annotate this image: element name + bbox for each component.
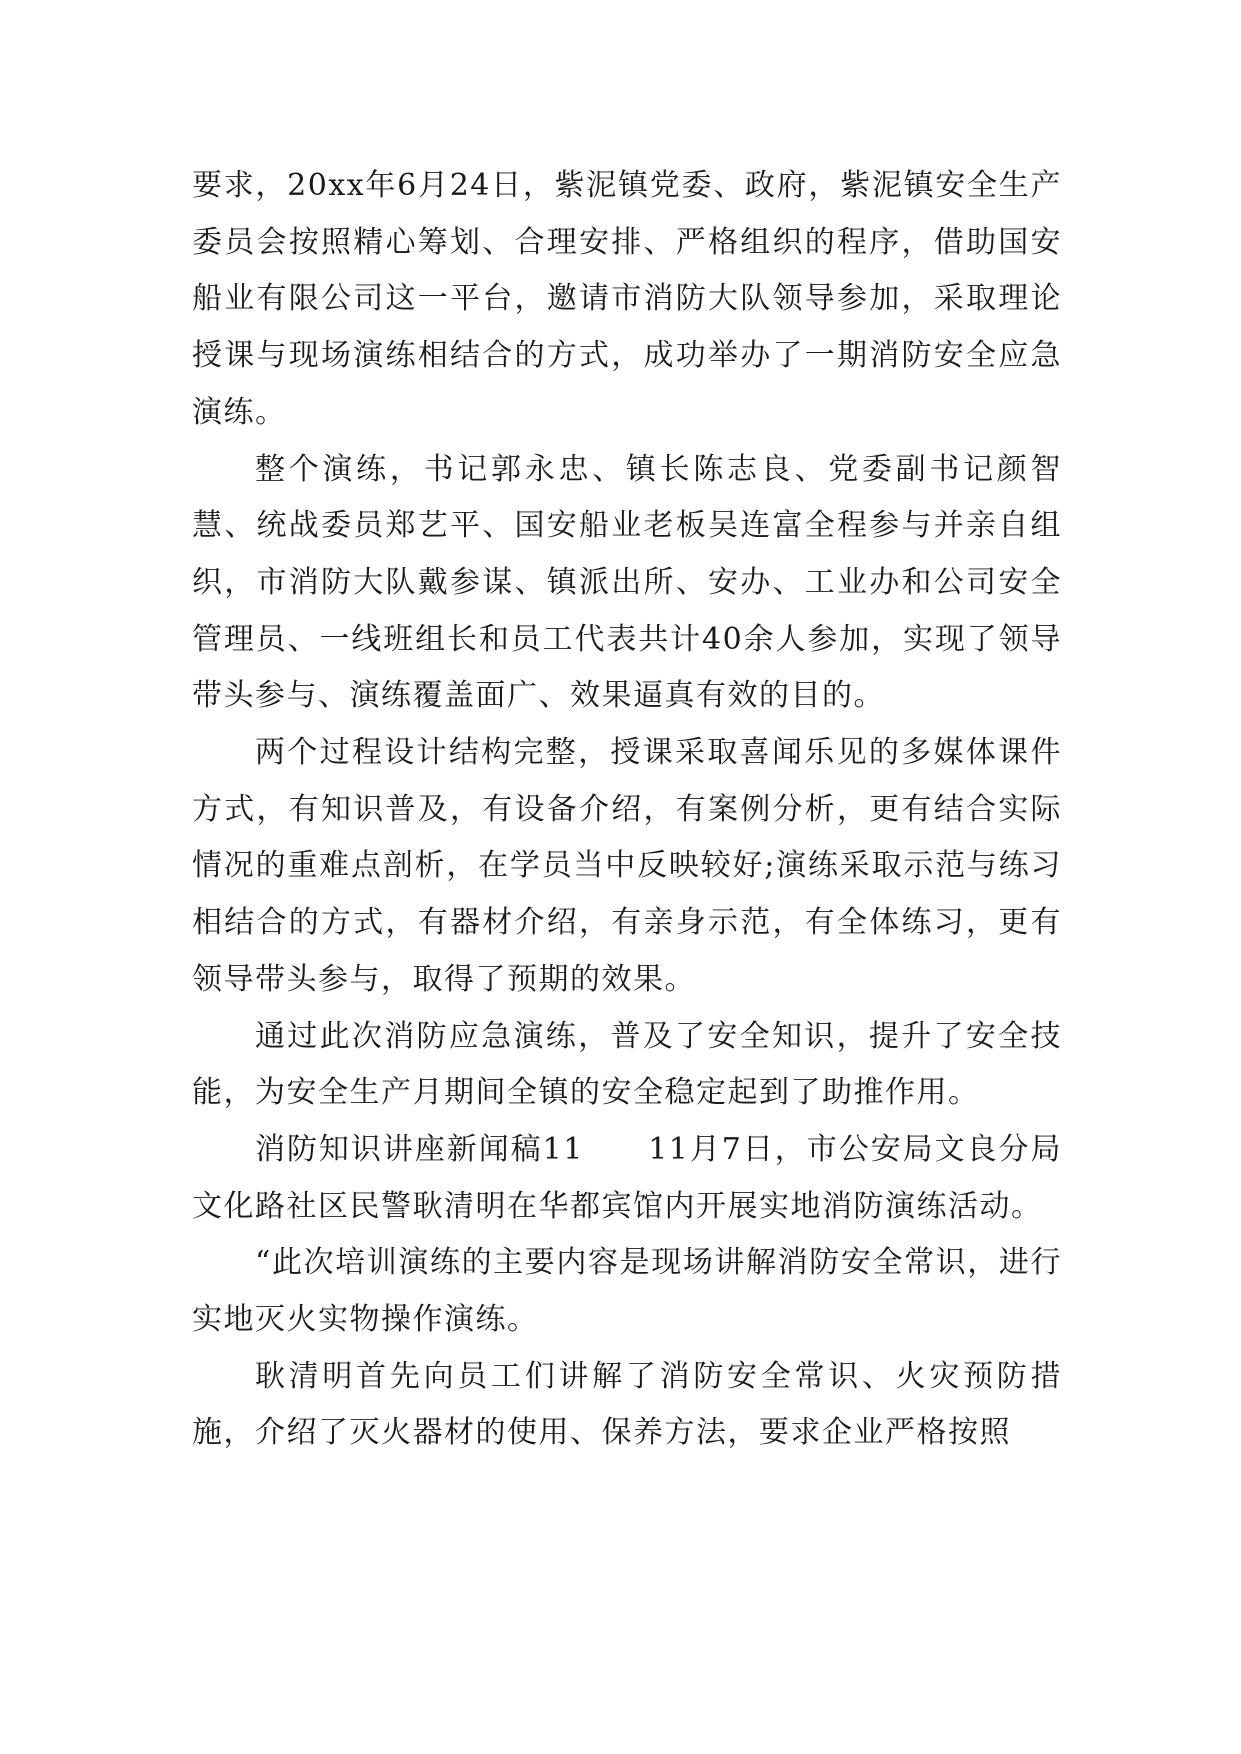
paragraph-7: 耿清明首先向员工们讲解了消防安全常识、火灾预防措施，介绍了灭火器材的使用、保养方法，要求企业严格按照 — [192, 1358, 1062, 1451]
paragraph-3: 两个过程设计结构完整，授课采取喜闻乐见的多媒体课件方式，有知识普及，有设备介绍，有案例分析，更有结合实际情况的重难点剖析，在学员当中反映较好;演练采取示范与练习相结合的方式，有器材介绍，有亲身示范，有全体练习，更有领导带头参与，取得了预期的效果。 — [192, 735, 1062, 997]
paragraph-2: 整个演练，书记郭永忠、镇长陈志良、党委副书记颜智慧、统战委员郑艺平、国安船业老板吴连富全程参与并亲自组织，市消防大队戴参谋、镇派出所、安办、工业办和公司安全管理员、一线班组长和员工代表共计40余人参加，实现了领导带头参与、演练覆盖面广、效果逼真有效的目的。 — [192, 451, 1062, 714]
paragraph-4: 通过此次消防应急演练，普及了安全知识，提升了安全技能，为安全生产月期间全镇的安全稳定起到了助推作用。 — [192, 1018, 1062, 1111]
paragraph-1: 要求，20xx年6月24日，紫泥镇党委、政府，紫泥镇安全生产委员会按照精心筹划、合理安排、严格组织的程序，借助国安船业有限公司这一平台，邀请市消防大队领导参加，采取理论授课与现场演练相结合的方式，成功举办了一期消防安全应急演练。 — [192, 168, 1062, 430]
document-body — [192, 158, 1062, 1462]
paragraph-6: “此次培训演练的主要内容是现场讲解消防安全常识，进行实地灭火实物操作演练。 — [192, 1245, 1062, 1338]
paragraph-5: 消防知识讲座新闻稿11 11月7日，市公安局文良分局文化路社区民警耿清明在华都宾馆内开展实地消防演练活动。 — [192, 1131, 1062, 1224]
